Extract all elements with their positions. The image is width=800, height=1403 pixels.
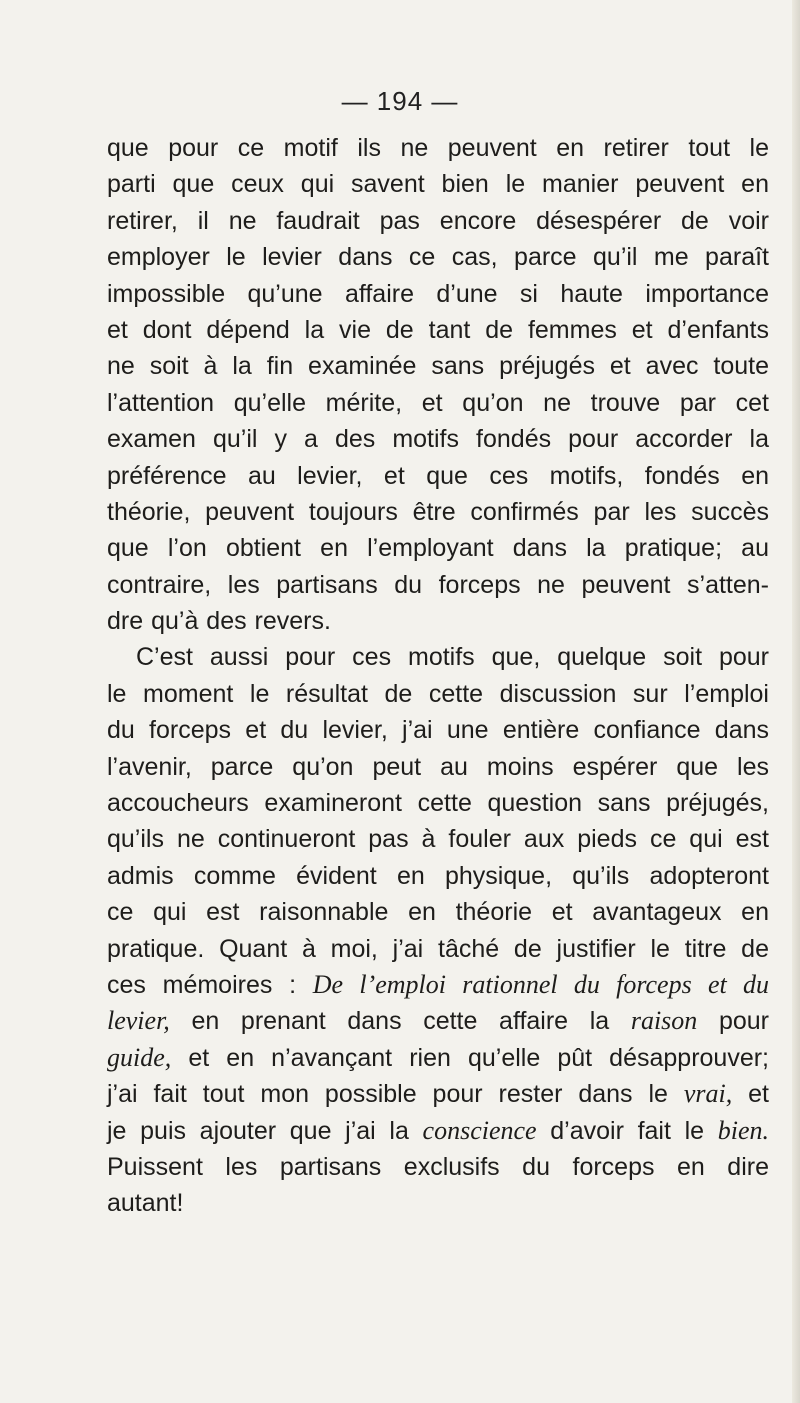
text-segment: C’est aussi pour ces motifs que, quelque soit pour	[136, 643, 769, 672]
text-line	[107, 785, 769, 821]
text-segment: que pour ce motif ils ne peuvent en retirer tout le	[107, 134, 769, 162]
text-segment: ce qui est raisonnable en théorie et avantageux en	[107, 898, 769, 927]
text-segment: employer le levier dans ce cas, parce qu’il me paraît	[107, 243, 769, 272]
text-segment: ces mémoires :	[107, 970, 313, 999]
text-line	[107, 385, 769, 421]
text-line	[107, 239, 769, 275]
text-line	[107, 203, 769, 239]
text-line	[107, 1003, 769, 1039]
text-segment: j’ai fait tout mon possible pour rester dans le	[107, 1080, 684, 1109]
text-line	[107, 130, 769, 166]
text-segment: impossible qu’une affaire d’une si haute importance	[107, 279, 769, 308]
text-segment: le moment le résultat de cette discussion sur l’emploi	[107, 679, 769, 708]
text-line	[107, 603, 769, 639]
text-segment: l’attention qu’elle mérite, et qu’on ne trouve par cet	[107, 388, 769, 417]
italic-text: conscience	[422, 1115, 537, 1145]
italic-text: De l’emploi rationnel du forceps et du	[312, 969, 769, 999]
italic-text: guide,	[107, 1042, 172, 1072]
text-segment: et	[732, 1080, 770, 1109]
text-segment: autant!	[107, 1189, 184, 1218]
text-line	[107, 1149, 769, 1185]
text-line	[107, 931, 769, 967]
text-line	[107, 312, 769, 348]
text-line	[107, 530, 769, 566]
text-line	[107, 494, 769, 530]
text-segment: du forceps et du levier, j’ai une entière confiance dans	[107, 716, 769, 745]
text-segment: Puissent les partisans exclusifs du forceps en dire	[107, 1152, 769, 1181]
page-edge	[792, 0, 800, 1403]
text-segment: dre qu’à des revers.	[107, 607, 331, 636]
text-line	[107, 276, 769, 312]
page-number: — 194 —	[341, 86, 459, 116]
text-line	[107, 639, 769, 675]
text-segment: que l’on obtient en l’employant dans la pratique; au	[107, 534, 769, 563]
text-segment: en prenant dans cette affaire la	[169, 1007, 631, 1036]
text-segment: je puis ajouter que j’ai la	[107, 1116, 423, 1145]
text-segment: d’avoir fait le	[536, 1116, 718, 1145]
italic-text: vrai,	[683, 1079, 733, 1109]
text-segment: et en n’avançant rien qu’elle pût désapprouver;	[171, 1043, 769, 1072]
text-segment: et dont dépend la vie de tant de femmes et d’enfants	[107, 315, 769, 344]
text-segment: qu’ils ne continueront pas à fouler aux pieds ce qui est	[107, 825, 769, 854]
text-segment: examen qu’il y a des motifs fondés pour accorder la	[107, 425, 769, 454]
text-segment: ne soit à la fin examinée sans préjugés et avec toute	[107, 352, 769, 381]
text-line	[107, 1113, 769, 1149]
text-line	[107, 676, 769, 712]
body-text	[107, 130, 769, 1222]
text-line	[107, 421, 769, 457]
text-line	[107, 348, 769, 384]
text-line	[107, 749, 769, 785]
text-line	[107, 821, 769, 857]
text-segment: pratique. Quant à moi, j’ai tâché de justifier le titre de	[107, 934, 769, 963]
text-segment: théorie, peuvent toujours être confirmés par les succès	[107, 497, 769, 526]
paragraph	[107, 639, 769, 1221]
italic-text: levier,	[107, 1006, 170, 1036]
text-segment: admis comme évident en physique, qu’ils adopteront	[107, 861, 769, 890]
text-line	[107, 166, 769, 202]
text-line	[107, 567, 769, 603]
text-line	[107, 894, 769, 930]
text-line	[107, 1185, 769, 1221]
text-segment: pour	[697, 1007, 769, 1036]
italic-text: raison	[630, 1006, 698, 1036]
text-line	[107, 1040, 769, 1076]
text-line	[107, 712, 769, 748]
text-line	[107, 458, 769, 494]
text-segment: contraire, les partisans du forceps ne peuvent s’atten-	[107, 570, 769, 599]
text-segment: parti que ceux qui savent bien le manier peuvent en	[107, 170, 769, 199]
text-segment: préférence au levier, et que ces motifs, fondés en	[107, 461, 769, 490]
paragraph	[107, 130, 769, 639]
text-line	[107, 858, 769, 894]
text-line	[107, 1076, 769, 1112]
text-line	[107, 967, 769, 1003]
text-segment: accoucheurs examineront cette question sans préjugés,	[107, 789, 769, 818]
text-segment: l’avenir, parce qu’on peut au moins espérer que les	[107, 752, 769, 781]
text-segment: retirer, il ne faudrait pas encore désespérer de voir	[107, 206, 769, 235]
italic-text: bien.	[717, 1115, 769, 1145]
